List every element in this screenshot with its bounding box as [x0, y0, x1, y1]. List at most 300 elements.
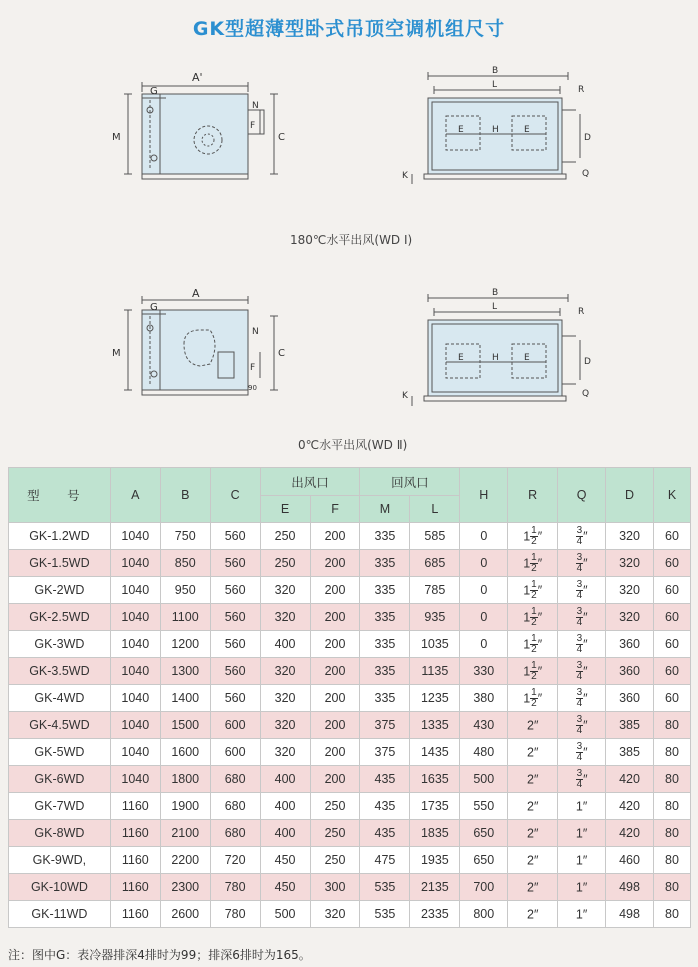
cell-h: 700 — [460, 874, 508, 901]
cell-h: 430 — [460, 712, 508, 739]
cell-f: 200 — [310, 685, 360, 712]
cell-m: 375 — [360, 739, 410, 766]
inch-mark: ″ — [537, 583, 543, 597]
fraction-numerator: 3 — [576, 578, 583, 590]
table-row — [9, 874, 691, 901]
cell-k: 80 — [653, 901, 690, 928]
cell-model: GK-10WD — [9, 874, 111, 901]
cell-b: 1600 — [160, 739, 210, 766]
cell-h: 800 — [460, 901, 508, 928]
wd1-side-view-diagram — [100, 70, 290, 205]
cell-e: 400 — [260, 766, 310, 793]
dimensions-table — [8, 467, 691, 928]
fraction-numerator: 3 — [576, 605, 583, 617]
fraction-numerator: 3 — [576, 713, 583, 725]
fraction-numerator: 1 — [531, 605, 537, 617]
cell-a: 1040 — [110, 685, 160, 712]
inch-mark: ″ — [583, 529, 588, 543]
cell-f: 200 — [310, 604, 360, 631]
inch-mark: ″ — [537, 529, 543, 543]
label-b-wd2: B — [492, 288, 499, 298]
cell-q — [558, 739, 606, 766]
cell-d: 360 — [606, 685, 654, 712]
cell-q — [558, 685, 606, 712]
cell-q — [558, 631, 606, 658]
cell-r — [508, 577, 558, 604]
label-f: F — [250, 121, 256, 131]
cell-r — [508, 604, 558, 631]
cell-r-fraction — [530, 661, 538, 682]
cell-m: 335 — [360, 631, 410, 658]
cell-a: 1040 — [110, 523, 160, 550]
fraction-denominator: 4 — [576, 751, 583, 763]
label-c-wd2: C — [278, 348, 285, 359]
cell-r-whole: 1 — [523, 583, 531, 597]
cell-q-whole: 1″ — [575, 907, 588, 922]
label-c: C — [278, 132, 285, 143]
cell-c: 780 — [210, 874, 260, 901]
cell-c: 780 — [210, 901, 260, 928]
cell-c: 560 — [210, 685, 260, 712]
cell-q — [558, 766, 606, 793]
cell-l: 1835 — [410, 820, 460, 847]
cell-f: 200 — [310, 631, 360, 658]
table-row — [9, 658, 691, 685]
cell-a: 1040 — [110, 550, 160, 577]
cell-l: 1135 — [410, 658, 460, 685]
wd1-front-view-diagram — [400, 62, 600, 192]
fraction-denominator: 4 — [576, 670, 583, 682]
cell-f: 200 — [310, 766, 360, 793]
header-outlet: 出风口 — [260, 468, 360, 496]
cell-b: 850 — [160, 550, 210, 577]
label-q: Q — [582, 169, 590, 179]
cell-k: 80 — [653, 712, 690, 739]
fraction-denominator: 4 — [576, 778, 583, 790]
cell-q — [558, 901, 606, 928]
inch-mark: ″ — [537, 610, 543, 624]
label-k: K — [402, 171, 408, 181]
cell-e: 450 — [260, 874, 310, 901]
cell-h: 0 — [460, 550, 508, 577]
cell-a: 1040 — [110, 631, 160, 658]
fraction-numerator: 1 — [531, 578, 537, 590]
cell-m: 335 — [360, 550, 410, 577]
table-row — [9, 847, 691, 874]
cell-r-fraction — [530, 607, 538, 628]
header-a: A — [110, 468, 160, 523]
wd2-front-view-diagram — [400, 284, 600, 414]
cell-k: 60 — [653, 604, 690, 631]
header-m: M — [360, 496, 410, 523]
fraction-denominator: 4 — [576, 562, 583, 574]
table-row — [9, 820, 691, 847]
cell-c: 680 — [210, 793, 260, 820]
cell-r — [508, 739, 558, 766]
cell-r-fraction — [530, 553, 538, 574]
cell-a: 1040 — [110, 577, 160, 604]
table-row — [9, 604, 691, 631]
cell-k: 80 — [653, 820, 690, 847]
cell-l: 685 — [410, 550, 460, 577]
cell-a: 1160 — [110, 901, 160, 928]
cell-q — [558, 523, 606, 550]
header-e: E — [260, 496, 310, 523]
label-r-wd2: R — [578, 307, 585, 317]
cell-l: 1635 — [410, 766, 460, 793]
cell-k: 60 — [653, 577, 690, 604]
cell-m: 335 — [360, 523, 410, 550]
cell-q-whole: 1″ — [575, 826, 588, 841]
cell-l: 1735 — [410, 793, 460, 820]
cell-b: 1300 — [160, 658, 210, 685]
fraction-numerator: 3 — [576, 632, 583, 644]
inch-mark: ″ — [583, 556, 588, 570]
cell-f: 200 — [310, 712, 360, 739]
cell-b: 2100 — [160, 820, 210, 847]
cell-model: GK-3WD — [9, 631, 111, 658]
cell-e: 320 — [260, 658, 310, 685]
cell-d: 460 — [606, 847, 654, 874]
fraction-numerator: 3 — [576, 659, 583, 671]
cell-d: 320 — [606, 577, 654, 604]
label-b: B — [492, 66, 499, 76]
cell-model: GK-5WD — [9, 739, 111, 766]
cell-l: 2335 — [410, 901, 460, 928]
cell-r-whole: 1 — [523, 637, 531, 651]
cell-r-whole: 2″ — [527, 880, 539, 895]
cell-model: GK-2.5WD — [9, 604, 111, 631]
cell-a: 1040 — [110, 712, 160, 739]
header-r: R — [508, 468, 558, 523]
cell-b: 1800 — [160, 766, 210, 793]
cell-r — [508, 712, 558, 739]
cell-m: 435 — [360, 793, 410, 820]
table-row — [9, 766, 691, 793]
label-m: M — [112, 132, 121, 143]
label-e-wd2: E — [458, 353, 464, 363]
cell-m: 335 — [360, 604, 410, 631]
label-n-wd2: N — [252, 327, 259, 337]
cell-c: 720 — [210, 847, 260, 874]
cell-h: 0 — [460, 604, 508, 631]
cell-f: 200 — [310, 523, 360, 550]
cell-d: 420 — [606, 793, 654, 820]
cell-f: 250 — [310, 820, 360, 847]
cell-l: 785 — [410, 577, 460, 604]
cell-l: 1935 — [410, 847, 460, 874]
cell-c: 560 — [210, 658, 260, 685]
cell-a: 1040 — [110, 658, 160, 685]
cell-model: GK-9WD, — [9, 847, 111, 874]
inch-mark: ″ — [583, 772, 588, 786]
cell-a: 1160 — [110, 820, 160, 847]
cell-c: 600 — [210, 739, 260, 766]
cell-model: GK-7WD — [9, 793, 111, 820]
cell-h: 650 — [460, 847, 508, 874]
cell-f: 250 — [310, 847, 360, 874]
header-return: 回风口 — [360, 468, 460, 496]
cell-r-whole: 2″ — [527, 826, 539, 841]
cell-f: 200 — [310, 550, 360, 577]
cell-e: 400 — [260, 631, 310, 658]
cell-r-whole: 2″ — [527, 799, 539, 814]
label-d-wd2: D — [584, 357, 591, 367]
cell-h: 0 — [460, 631, 508, 658]
fraction-denominator: 2 — [531, 697, 537, 709]
fraction-numerator: 1 — [531, 659, 537, 671]
inch-mark: ″ — [583, 745, 588, 759]
header-c: C — [210, 468, 260, 523]
label-90: 90 — [248, 384, 257, 392]
cell-a: 1160 — [110, 793, 160, 820]
cell-l: 1335 — [410, 712, 460, 739]
cell-m: 535 — [360, 901, 410, 928]
cell-q — [558, 820, 606, 847]
cell-l: 2135 — [410, 874, 460, 901]
cell-r-fraction — [530, 526, 538, 547]
wd1-caption: 180℃水平出风(WD Ⅰ) — [290, 233, 413, 247]
inch-mark: ″ — [583, 637, 588, 651]
inch-mark: ″ — [537, 691, 543, 705]
label-n: N — [252, 101, 259, 111]
header-k: K — [653, 468, 690, 523]
cell-b: 950 — [160, 577, 210, 604]
header-b: B — [160, 468, 210, 523]
cell-m: 335 — [360, 577, 410, 604]
cell-h: 0 — [460, 577, 508, 604]
cell-r — [508, 901, 558, 928]
fraction-numerator: 1 — [531, 632, 537, 644]
label-d: D — [584, 133, 591, 143]
cell-r-whole: 1 — [523, 610, 531, 624]
cell-m: 335 — [360, 685, 410, 712]
fraction-numerator: 1 — [531, 524, 537, 536]
header-q: Q — [558, 468, 606, 523]
cell-a: 1040 — [110, 739, 160, 766]
cell-model: GK-2WD — [9, 577, 111, 604]
inch-mark: ″ — [583, 610, 588, 624]
cell-r-whole: 1 — [523, 556, 531, 570]
cell-h: 0 — [460, 523, 508, 550]
cell-a: 1160 — [110, 874, 160, 901]
inch-mark: ″ — [583, 583, 588, 597]
wd2-caption: 0℃水平出风(WD Ⅱ) — [298, 438, 408, 452]
table-row — [9, 577, 691, 604]
cell-c: 560 — [210, 604, 260, 631]
cell-model: GK-6WD — [9, 766, 111, 793]
cell-h: 500 — [460, 766, 508, 793]
table-row — [9, 793, 691, 820]
fraction-denominator: 4 — [576, 643, 583, 655]
cell-d: 360 — [606, 658, 654, 685]
cell-l: 1035 — [410, 631, 460, 658]
wd2-side-view-diagram — [100, 286, 290, 416]
cell-d: 420 — [606, 766, 654, 793]
cell-d: 420 — [606, 820, 654, 847]
cell-k: 80 — [653, 766, 690, 793]
cell-f: 250 — [310, 793, 360, 820]
cell-model: GK-3.5WD — [9, 658, 111, 685]
cell-k: 80 — [653, 847, 690, 874]
cell-d: 498 — [606, 874, 654, 901]
cell-b: 1900 — [160, 793, 210, 820]
cell-r-whole: 1 — [523, 664, 531, 678]
cell-b: 2600 — [160, 901, 210, 928]
inch-mark: ″ — [537, 556, 543, 570]
header-h: H — [460, 468, 508, 523]
inch-mark: ″ — [583, 691, 588, 705]
cell-k: 60 — [653, 631, 690, 658]
fraction-numerator: 1 — [531, 551, 537, 563]
label-r: R — [578, 85, 585, 95]
cell-k: 60 — [653, 658, 690, 685]
table-body — [9, 523, 691, 928]
cell-q-whole: 1″ — [575, 853, 588, 868]
cell-r-whole: 2″ — [527, 907, 539, 922]
cell-f: 200 — [310, 658, 360, 685]
cell-c: 680 — [210, 820, 260, 847]
cell-c: 600 — [210, 712, 260, 739]
cell-r-fraction — [530, 580, 538, 601]
cell-r-whole: 2″ — [527, 718, 539, 733]
cell-q — [558, 577, 606, 604]
cell-q — [558, 658, 606, 685]
cell-m: 435 — [360, 766, 410, 793]
label-k-wd2: K — [402, 391, 408, 401]
fraction-denominator: 2 — [531, 616, 537, 628]
cell-model: GK-1.2WD — [9, 523, 111, 550]
cell-q-whole: 1″ — [575, 880, 588, 895]
cell-b: 1400 — [160, 685, 210, 712]
label-a-wd2: A — [192, 287, 200, 300]
table-row — [9, 712, 691, 739]
label-e-right-wd2: E — [524, 353, 530, 363]
fraction-denominator: 4 — [576, 589, 583, 601]
inch-mark: ″ — [537, 664, 543, 678]
header-l: L — [410, 496, 460, 523]
cell-l: 585 — [410, 523, 460, 550]
label-a-prime: A' — [192, 71, 203, 84]
cell-h: 480 — [460, 739, 508, 766]
cell-q — [558, 874, 606, 901]
cell-r-whole: 2″ — [527, 853, 539, 868]
fraction-numerator: 3 — [576, 524, 583, 536]
cell-k: 60 — [653, 523, 690, 550]
table-row — [9, 550, 691, 577]
cell-f: 320 — [310, 901, 360, 928]
cell-m: 435 — [360, 820, 410, 847]
cell-q — [558, 604, 606, 631]
label-f-wd2: F — [250, 363, 256, 373]
cell-h: 650 — [460, 820, 508, 847]
cell-c: 560 — [210, 523, 260, 550]
cell-d: 498 — [606, 901, 654, 928]
cell-b: 1500 — [160, 712, 210, 739]
cell-r — [508, 523, 558, 550]
fraction-denominator: 4 — [576, 535, 583, 547]
cell-r-whole: 2″ — [527, 745, 539, 760]
cell-d: 320 — [606, 604, 654, 631]
cell-a: 1160 — [110, 847, 160, 874]
cell-l: 1235 — [410, 685, 460, 712]
cell-h: 330 — [460, 658, 508, 685]
cell-e: 320 — [260, 739, 310, 766]
cell-m: 375 — [360, 712, 410, 739]
cell-m: 335 — [360, 658, 410, 685]
label-e: E — [458, 125, 464, 135]
cell-d: 320 — [606, 550, 654, 577]
cell-model: GK-4.5WD — [9, 712, 111, 739]
label-m-wd2: M — [112, 348, 121, 359]
page-title: GK型超薄型卧式吊顶空调机组尺寸 — [192, 18, 506, 40]
header-model: 型 号 — [9, 468, 111, 523]
table-row — [9, 631, 691, 658]
cell-q — [558, 847, 606, 874]
cell-r-fraction — [530, 688, 538, 709]
cell-e: 400 — [260, 793, 310, 820]
cell-k: 80 — [653, 739, 690, 766]
fraction-numerator: 3 — [576, 740, 583, 752]
cell-r — [508, 847, 558, 874]
fraction-denominator: 4 — [576, 697, 583, 709]
cell-q — [558, 712, 606, 739]
cell-d: 385 — [606, 712, 654, 739]
cell-a: 1040 — [110, 604, 160, 631]
cell-model: GK-8WD — [9, 820, 111, 847]
cell-model: GK-1.5WD — [9, 550, 111, 577]
table-row — [9, 685, 691, 712]
fraction-denominator: 2 — [531, 670, 537, 682]
cell-e: 320 — [260, 604, 310, 631]
cell-d: 320 — [606, 523, 654, 550]
cell-r — [508, 631, 558, 658]
cell-e: 320 — [260, 577, 310, 604]
fraction-denominator: 2 — [531, 589, 537, 601]
cell-h: 380 — [460, 685, 508, 712]
cell-h: 550 — [460, 793, 508, 820]
fraction-denominator: 4 — [576, 724, 583, 736]
cell-r-fraction — [530, 634, 538, 655]
cell-e: 320 — [260, 712, 310, 739]
table-row — [9, 739, 691, 766]
fraction-denominator: 4 — [576, 616, 583, 628]
cell-b: 2200 — [160, 847, 210, 874]
cell-k: 80 — [653, 874, 690, 901]
cell-r-whole: 1 — [523, 529, 531, 543]
label-l-wd2: L — [492, 302, 498, 312]
cell-f: 200 — [310, 739, 360, 766]
label-g-wd2: G — [150, 302, 158, 313]
cell-d: 385 — [606, 739, 654, 766]
fraction-numerator: 3 — [576, 551, 583, 563]
cell-k: 80 — [653, 793, 690, 820]
label-l: L — [492, 80, 498, 90]
cell-l: 1435 — [410, 739, 460, 766]
cell-q — [558, 550, 606, 577]
fraction-numerator: 3 — [576, 767, 583, 779]
fraction-denominator: 2 — [531, 562, 537, 574]
cell-r-whole: 2″ — [527, 772, 539, 787]
header-d: D — [606, 468, 654, 523]
inch-mark: ″ — [537, 637, 543, 651]
cell-q-whole: 1″ — [575, 799, 588, 814]
label-g: G — [150, 86, 158, 97]
fraction-numerator: 1 — [531, 686, 537, 698]
cell-c: 560 — [210, 550, 260, 577]
label-h-wd2: H — [492, 353, 499, 363]
cell-a: 1040 — [110, 766, 160, 793]
